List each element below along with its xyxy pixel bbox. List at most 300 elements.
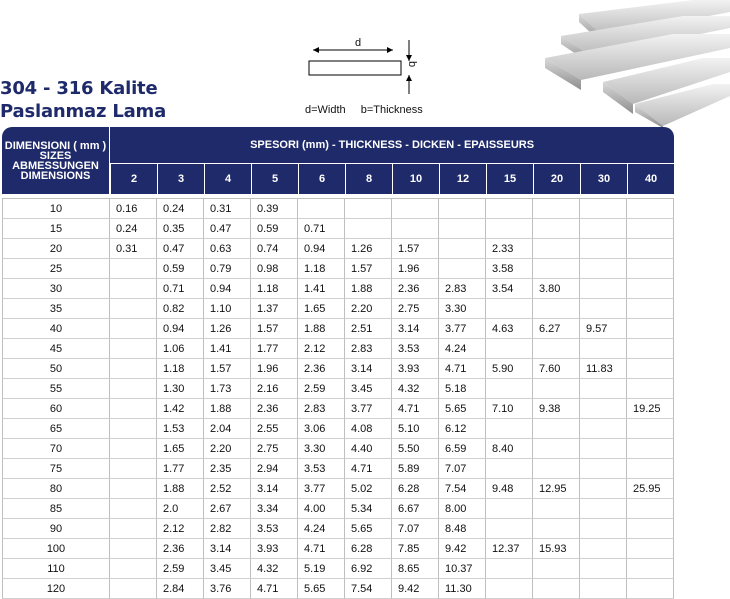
weight-cell: 12.95 <box>533 479 580 499</box>
table-row <box>2 399 674 419</box>
weight-cell <box>533 239 580 259</box>
weight-cell <box>627 299 674 319</box>
weight-cell: 6.28 <box>345 539 392 559</box>
weight-cell: 8.40 <box>486 439 533 459</box>
weight-cell: 1.57 <box>392 239 439 259</box>
thickness-col-header: 40 <box>627 163 674 194</box>
weight-cell <box>627 539 674 559</box>
weight-cell: 15.93 <box>533 539 580 559</box>
dimension-diagram <box>305 34 445 120</box>
thickness-col-header: 30 <box>580 163 627 194</box>
dimension-header <box>2 127 110 194</box>
weight-cell <box>392 219 439 239</box>
weight-cell <box>627 579 674 599</box>
weight-cell <box>627 259 674 279</box>
weight-cell <box>486 519 533 539</box>
weight-cell: 1.06 <box>157 339 204 359</box>
weight-cell: 7.10 <box>486 399 533 419</box>
weight-cell: 3.58 <box>486 259 533 279</box>
weight-cell: 1.88 <box>345 279 392 299</box>
weight-cell <box>439 198 486 219</box>
weight-cell <box>110 359 157 379</box>
weight-cell: 0.24 <box>110 219 157 239</box>
weight-cell <box>533 439 580 459</box>
weight-cell: 6.12 <box>439 419 486 439</box>
size-cell: 40 <box>2 319 110 339</box>
weight-cell <box>486 499 533 519</box>
width-caption: d=Width <box>305 104 346 116</box>
size-cell: 55 <box>2 379 110 399</box>
weight-cell: 1.26 <box>345 239 392 259</box>
weight-cell <box>533 459 580 479</box>
weight-cell: 3.14 <box>251 479 298 499</box>
thickness-symbol: b <box>406 60 419 68</box>
weight-cell: 1.96 <box>392 259 439 279</box>
weight-cell <box>533 259 580 279</box>
weight-cell <box>110 559 157 579</box>
weight-cell <box>533 379 580 399</box>
size-cell: 65 <box>2 419 110 439</box>
weight-cell: 2.20 <box>345 299 392 319</box>
weight-cell: 2.83 <box>298 399 345 419</box>
weight-cell: 2.12 <box>298 339 345 359</box>
size-cell: 25 <box>2 259 110 279</box>
weight-cell <box>580 519 627 539</box>
weight-cell <box>533 339 580 359</box>
weight-cell: 2.59 <box>298 379 345 399</box>
weight-cell: 0.94 <box>298 239 345 259</box>
weight-cell: 7.54 <box>439 479 486 499</box>
weight-cell: 2.35 <box>204 459 251 479</box>
weight-cell: 9.38 <box>533 399 580 419</box>
weight-cell: 2.83 <box>345 339 392 359</box>
weight-cell <box>627 439 674 459</box>
weight-cell: 4.24 <box>298 519 345 539</box>
dimension-header-line: ABMESSUNGEN <box>12 159 99 172</box>
weight-cell <box>486 198 533 219</box>
thickness-col-header: 5 <box>251 163 298 194</box>
size-cell: 75 <box>2 459 110 479</box>
size-cell: 100 <box>2 539 110 559</box>
weight-cell: 3.45 <box>345 379 392 399</box>
weight-cell: 9.57 <box>580 319 627 339</box>
weight-cell: 3.45 <box>204 559 251 579</box>
weight-cell: 1.65 <box>298 299 345 319</box>
weight-cell <box>110 319 157 339</box>
weight-cell <box>110 499 157 519</box>
weight-cell: 0.79 <box>204 259 251 279</box>
table-row <box>2 539 674 559</box>
weight-cell: 8.65 <box>392 559 439 579</box>
table-row <box>2 379 674 399</box>
weight-cell: 3.54 <box>486 279 533 299</box>
table-row <box>2 519 674 539</box>
weight-cell <box>627 279 674 299</box>
weight-cell: 7.85 <box>392 539 439 559</box>
table-row <box>2 559 674 579</box>
weight-cell: 0.63 <box>204 239 251 259</box>
weight-cell <box>627 239 674 259</box>
table-row <box>2 259 674 279</box>
weight-cell <box>110 419 157 439</box>
weight-cell <box>110 439 157 459</box>
weight-cell <box>345 198 392 219</box>
weight-cell: 2.36 <box>251 399 298 419</box>
weight-cell: 1.96 <box>251 359 298 379</box>
weight-cell: 3.14 <box>392 319 439 339</box>
weight-cell: 12.37 <box>486 539 533 559</box>
weight-cell: 2.12 <box>157 519 204 539</box>
size-cell: 90 <box>2 519 110 539</box>
weight-cell: 2.52 <box>204 479 251 499</box>
weight-cell: 5.10 <box>392 419 439 439</box>
weight-cell <box>110 279 157 299</box>
weight-cell <box>486 559 533 579</box>
weight-cell: 2.59 <box>157 559 204 579</box>
title-line-2: Paslanmaz Lama <box>0 101 167 122</box>
dimension-header-line: DIMENSIONI ( mm ) <box>4 139 107 152</box>
weight-cell <box>580 499 627 519</box>
size-cell: 35 <box>2 299 110 319</box>
weight-cell: 1.37 <box>251 299 298 319</box>
weight-cell: 3.77 <box>298 479 345 499</box>
weight-cell: 2.82 <box>204 519 251 539</box>
table-row <box>2 279 674 299</box>
weight-cell <box>533 579 580 599</box>
size-cell: 85 <box>2 499 110 519</box>
weight-cell: 5.34 <box>345 499 392 519</box>
weight-cell <box>533 299 580 319</box>
weight-cell: 9.48 <box>486 479 533 499</box>
weight-cell <box>110 519 157 539</box>
thickness-header: SPESORI (mm) - THICKNESS - DICKEN - EPAISSEURS <box>110 127 674 163</box>
thickness-col-header: 12 <box>439 163 486 194</box>
weight-cell: 3.30 <box>439 299 486 319</box>
size-cell: 80 <box>2 479 110 499</box>
size-cell: 110 <box>2 559 110 579</box>
weight-cell: 7.54 <box>345 579 392 599</box>
table-row <box>2 439 674 459</box>
size-cell: 60 <box>2 399 110 419</box>
weight-cell <box>533 419 580 439</box>
weight-cell <box>580 279 627 299</box>
weight-cell <box>533 219 580 239</box>
weight-cell: 2.20 <box>204 439 251 459</box>
weight-cell <box>627 359 674 379</box>
weight-cell <box>486 219 533 239</box>
steel-flat-bars-image <box>543 0 730 128</box>
weight-cell <box>627 559 674 579</box>
table-row <box>2 459 674 479</box>
table-row <box>2 239 674 259</box>
weight-cell <box>627 198 674 219</box>
weight-cell <box>627 219 674 239</box>
weight-cell: 0.94 <box>157 319 204 339</box>
table-row <box>2 219 674 239</box>
thickness-caption: b=Thickness <box>360 104 423 116</box>
weight-cell: 4.32 <box>392 379 439 399</box>
weight-cell: 1.53 <box>157 419 204 439</box>
weight-cell: 1.57 <box>345 259 392 279</box>
weight-cell: 0.31 <box>204 198 251 219</box>
weight-cell <box>533 198 580 219</box>
weight-cell: 5.19 <box>298 559 345 579</box>
weight-cell: 2.55 <box>251 419 298 439</box>
weight-cell: 2.36 <box>392 279 439 299</box>
weight-cell: 9.42 <box>439 539 486 559</box>
size-cell: 15 <box>2 219 110 239</box>
weight-cell: 4.71 <box>345 459 392 479</box>
weight-cell: 1.88 <box>157 479 204 499</box>
weight-cell: 1.41 <box>298 279 345 299</box>
weight-cell: 5.89 <box>392 459 439 479</box>
weight-cell: 5.50 <box>392 439 439 459</box>
weight-cell: 0.59 <box>251 219 298 239</box>
weight-cell: 4.71 <box>251 579 298 599</box>
weight-cell <box>110 379 157 399</box>
size-cell: 45 <box>2 339 110 359</box>
weight-cell <box>110 539 157 559</box>
weight-cell <box>486 579 533 599</box>
weight-cell: 3.06 <box>298 419 345 439</box>
weight-cell <box>345 219 392 239</box>
weight-cell: 11.83 <box>580 359 627 379</box>
weight-cell: 2.94 <box>251 459 298 479</box>
size-cell: 70 <box>2 439 110 459</box>
weight-cell: 19.25 <box>627 399 674 419</box>
weight-cell: 8.00 <box>439 499 486 519</box>
flat-bar-cross-section-icon <box>305 34 445 104</box>
size-cell: 10 <box>2 198 110 219</box>
width-symbol: d <box>355 37 362 49</box>
weight-cell: 1.26 <box>204 319 251 339</box>
weight-cell <box>580 239 627 259</box>
weight-table <box>2 127 674 599</box>
weight-cell: 2.16 <box>251 379 298 399</box>
thickness-col-header: 2 <box>110 163 157 194</box>
weight-cell: 4.71 <box>439 359 486 379</box>
weight-cell <box>439 239 486 259</box>
weight-cell: 2.75 <box>251 439 298 459</box>
table-row <box>2 499 674 519</box>
weight-cell: 0.59 <box>157 259 204 279</box>
thickness-col-header: 3 <box>157 163 204 194</box>
weight-cell: 8.48 <box>439 519 486 539</box>
weight-cell <box>580 559 627 579</box>
table-row <box>2 579 674 599</box>
size-cell: 120 <box>2 579 110 599</box>
weight-cell: 3.53 <box>251 519 298 539</box>
weight-cell: 2.36 <box>298 359 345 379</box>
weight-cell: 4.00 <box>298 499 345 519</box>
weight-cell <box>110 259 157 279</box>
weight-cell <box>580 339 627 359</box>
weight-cell: 0.94 <box>204 279 251 299</box>
weight-cell: 0.47 <box>157 239 204 259</box>
weight-cell: 10.37 <box>439 559 486 579</box>
weight-cell: 3.93 <box>392 359 439 379</box>
weight-cell: 1.42 <box>157 399 204 419</box>
weight-cell <box>627 499 674 519</box>
thickness-col-header: 4 <box>204 163 251 194</box>
weight-cell <box>627 419 674 439</box>
weight-cell: 3.14 <box>345 359 392 379</box>
weight-cell <box>627 339 674 359</box>
table-row <box>2 299 674 319</box>
weight-cell: 0.71 <box>157 279 204 299</box>
weight-cell: 0.39 <box>251 198 298 219</box>
thickness-col-header: 6 <box>298 163 345 194</box>
weight-cell: 3.53 <box>392 339 439 359</box>
weight-cell: 3.77 <box>345 399 392 419</box>
weight-cell: 2.67 <box>204 499 251 519</box>
weight-cell: 0.71 <box>298 219 345 239</box>
table-row <box>2 339 674 359</box>
table-row <box>2 479 674 499</box>
table-row <box>2 359 674 379</box>
weight-cell: 4.71 <box>392 399 439 419</box>
weight-cell <box>110 579 157 599</box>
table-row <box>2 198 674 219</box>
weight-cell <box>580 459 627 479</box>
weight-cell <box>486 379 533 399</box>
weight-cell: 1.10 <box>204 299 251 319</box>
weight-cell <box>486 299 533 319</box>
weight-cell: 1.73 <box>204 379 251 399</box>
weight-cell <box>110 459 157 479</box>
weight-cell: 6.28 <box>392 479 439 499</box>
weight-cell: 7.07 <box>392 519 439 539</box>
weight-cell <box>110 339 157 359</box>
weight-cell: 1.88 <box>298 319 345 339</box>
weight-cell: 5.65 <box>439 399 486 419</box>
weight-cell: 4.63 <box>486 319 533 339</box>
weight-cell: 2.36 <box>157 539 204 559</box>
weight-cell: 3.53 <box>298 459 345 479</box>
weight-cell <box>627 459 674 479</box>
weight-cell: 4.24 <box>439 339 486 359</box>
dimension-header-line: SIZES <box>39 149 72 162</box>
weight-cell <box>439 219 486 239</box>
weight-cell <box>580 299 627 319</box>
weight-cell <box>110 299 157 319</box>
weight-cell <box>439 259 486 279</box>
weight-cell <box>580 259 627 279</box>
weight-cell <box>580 439 627 459</box>
weight-cell: 2.84 <box>157 579 204 599</box>
weight-cell <box>580 579 627 599</box>
weight-cell <box>580 399 627 419</box>
thickness-col-header: 20 <box>533 163 580 194</box>
weight-cell: 6.27 <box>533 319 580 339</box>
weight-cell: 6.67 <box>392 499 439 519</box>
weight-cell <box>486 419 533 439</box>
weight-cell: 4.08 <box>345 419 392 439</box>
weight-cell: 6.59 <box>439 439 486 459</box>
weight-cell <box>627 519 674 539</box>
weight-cell <box>486 459 533 479</box>
weight-cell <box>580 379 627 399</box>
weight-cell: 1.77 <box>157 459 204 479</box>
weight-cell: 5.65 <box>345 519 392 539</box>
weight-cell: 1.88 <box>204 399 251 419</box>
weight-cell: 1.18 <box>251 279 298 299</box>
weight-cell: 0.16 <box>110 198 157 219</box>
table-row <box>2 419 674 439</box>
weight-cell: 2.83 <box>439 279 486 299</box>
weight-cell: 4.71 <box>298 539 345 559</box>
size-cell: 50 <box>2 359 110 379</box>
weight-cell: 4.32 <box>251 559 298 579</box>
weight-cell: 5.90 <box>486 359 533 379</box>
weight-cell <box>580 479 627 499</box>
weight-cell <box>627 319 674 339</box>
thickness-col-header: 15 <box>486 163 533 194</box>
weight-cell: 5.18 <box>439 379 486 399</box>
title-line-1: 304 - 316 Kalite <box>0 78 158 99</box>
size-cell: 30 <box>2 279 110 299</box>
weight-cell: 2.75 <box>392 299 439 319</box>
weight-cell <box>580 219 627 239</box>
weight-cell: 1.18 <box>157 359 204 379</box>
weight-cell: 2.51 <box>345 319 392 339</box>
weight-cell: 25.95 <box>627 479 674 499</box>
weight-cell: 1.57 <box>204 359 251 379</box>
weight-cell <box>298 198 345 219</box>
weight-cell: 1.57 <box>251 319 298 339</box>
weight-cell: 3.76 <box>204 579 251 599</box>
thickness-col-header: 10 <box>392 163 439 194</box>
weight-cell: 0.82 <box>157 299 204 319</box>
weight-cell: 5.02 <box>345 479 392 499</box>
weight-cell <box>110 479 157 499</box>
weight-cell: 3.14 <box>204 539 251 559</box>
weight-cell: 2.0 <box>157 499 204 519</box>
weight-cell <box>580 419 627 439</box>
table-header <box>2 127 674 194</box>
weight-cell: 4.40 <box>345 439 392 459</box>
weight-cell: 0.31 <box>110 239 157 259</box>
weight-cell <box>110 399 157 419</box>
weight-cell: 9.42 <box>392 579 439 599</box>
weight-cell: 6.92 <box>345 559 392 579</box>
weight-cell: 1.77 <box>251 339 298 359</box>
weight-cell <box>533 499 580 519</box>
weight-cell: 3.30 <box>298 439 345 459</box>
weight-cell: 3.34 <box>251 499 298 519</box>
dimension-header-line: DIMENSIONS <box>20 169 91 182</box>
weight-cell: 2.04 <box>204 419 251 439</box>
weight-cell: 1.18 <box>298 259 345 279</box>
weight-cell <box>580 539 627 559</box>
weight-cell: 0.74 <box>251 239 298 259</box>
weight-cell <box>533 559 580 579</box>
weight-cell <box>486 339 533 359</box>
weight-cell <box>580 198 627 219</box>
size-cell: 20 <box>2 239 110 259</box>
weight-cell: 3.77 <box>439 319 486 339</box>
weight-cell: 0.98 <box>251 259 298 279</box>
weight-cell <box>533 519 580 539</box>
weight-cell: 11.30 <box>439 579 486 599</box>
weight-cell: 3.80 <box>533 279 580 299</box>
weight-cell: 3.93 <box>251 539 298 559</box>
weight-cell: 7.07 <box>439 459 486 479</box>
table-row <box>2 319 674 339</box>
weight-cell <box>392 198 439 219</box>
thickness-col-header: 8 <box>345 163 392 194</box>
weight-cell: 0.24 <box>157 198 204 219</box>
